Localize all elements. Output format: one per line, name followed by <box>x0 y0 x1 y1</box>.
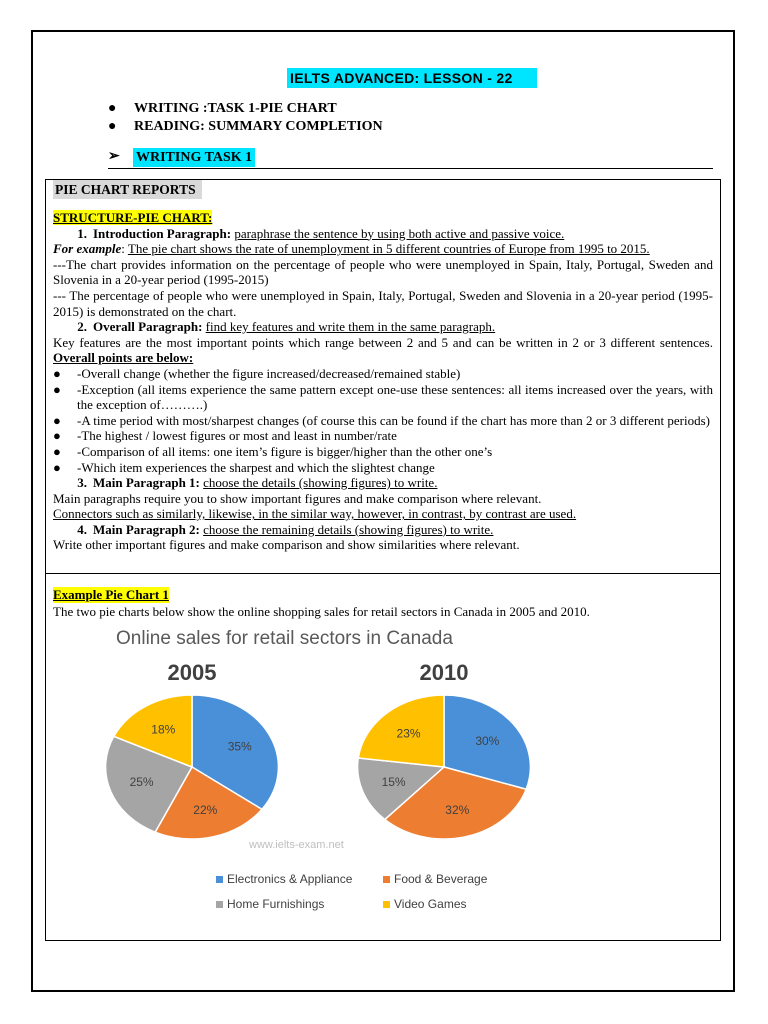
bullet-dot: ● <box>108 119 117 134</box>
legend-label: Electronics & Appliance <box>227 872 353 886</box>
overall-heading: 2. Overall Paragraph: find key features and write them in the same paragraph. <box>77 319 496 335</box>
pie-slice-label: 35% <box>227 739 252 754</box>
intro-heading: 1. Introduction Paragraph: paraphrase the sentence by using both active and passive voice. <box>77 225 565 241</box>
legend-swatch <box>383 901 390 908</box>
writing-task-label: WRITING TASK 1 <box>133 148 255 167</box>
main1-line-2: Connectors such as similarly, likewise, in the similar way, however, in contrast, by contrast are used. <box>53 506 577 522</box>
bullet-dot: ● <box>108 101 117 116</box>
lesson-title: IELTS ADVANCED: LESSON - 22 <box>287 68 537 88</box>
pie-slice-label: 25% <box>129 775 154 790</box>
legend-swatch <box>216 901 223 908</box>
box-heading: PIE CHART REPORTS <box>53 180 202 199</box>
pie-chart-reports-box <box>45 179 721 941</box>
example-description: The two pie charts below show the online shopping sales for retail sectors in Canada in 2005 and 2010. <box>53 604 590 619</box>
structure-heading: STRUCTURE-PIE CHART: <box>53 210 213 225</box>
intro-example: For example: The pie chart shows the rate of unemployment in 5 different countries of Europe from 1995 to 2015. <box>53 241 650 257</box>
chart-title: Online sales for retail sectors in Canada <box>116 628 453 649</box>
structure-content <box>53 210 713 553</box>
pie-chart-figure <box>86 620 686 920</box>
bullet-text: TASK 1-PIE CHART <box>207 101 337 116</box>
pie-year-label: 2010 <box>419 660 469 685</box>
legend-label: Home Furnishings <box>227 897 325 911</box>
bullet-label: WRITING : <box>134 101 208 116</box>
overall-desc: Key features are the most important points which range between 2 and 5 and can be written in 2 or 3 different sentences. Overall points are below: <box>53 334 713 366</box>
legend-swatch <box>383 876 390 883</box>
intro-line-2: --- The percentage of people who were unemployed in Spain, Italy, Portugal, Sweden and Slovenia in a 20-year period (1995-2015) is demonstrated on the chart. <box>53 287 713 319</box>
chart-watermark: www.ielts-exam.net <box>249 839 344 851</box>
pie-chart-svg <box>86 620 686 920</box>
main2-heading: 4. Main Paragraph 2: choose the remaining details (showing figures) to write. <box>77 521 494 537</box>
legend-label: Video Games <box>394 897 467 911</box>
pie-year-label: 2005 <box>167 660 217 685</box>
main1-heading: 3. Main Paragraph 1: choose the details (showing figures) to write. <box>77 475 438 491</box>
overall-point: ● -Comparison of all items: one item’s figure is bigger/higher than the other one’s <box>53 443 493 459</box>
main2-line-1: Write other important figures and make comparison and show similarities where relevant. <box>53 537 520 553</box>
intro-line-1: ---The chart provides information on the percentage of people who were unemployed in Spain, Italy, Portugal, Sweden and Slovenia in a 20-year period (1995-2015) <box>53 256 713 288</box>
pie-slice-label: 22% <box>193 803 218 818</box>
overall-point: ● -A time period with most/sharpest changes (of course this can be found if the chart has more than 2 or 3 different periods) <box>53 412 710 428</box>
bullet-text: SUMMARY COMPLETION <box>204 119 383 134</box>
overall-point: ● -Overall change (whether the figure increased/decreased/remained stable) <box>53 365 461 381</box>
legend-swatch <box>216 876 223 883</box>
bullet-label: READING: <box>134 119 205 134</box>
arrow-bullet-icon: ➢ <box>108 149 120 164</box>
pie-slice-label: 15% <box>381 775 406 790</box>
pie-slice-label: 23% <box>396 726 421 741</box>
legend-label: Food & Beverage <box>394 872 488 886</box>
example-heading: Example Pie Chart 1 <box>53 587 169 602</box>
main1-line-1: Main paragraphs require you to show important figures and make comparison where relevant. <box>53 490 542 506</box>
pie-slice-label: 30% <box>475 733 500 748</box>
overall-point: ● -Which item experiences the sharpest and which the slightest change <box>53 459 435 475</box>
writing-task-heading <box>108 148 713 169</box>
pie-slice-label: 32% <box>445 803 470 818</box>
overall-point: ● -Exception (all items experience the same pattern except one-use these sentences: all items increased over the years, with the exception of……….) <box>53 381 713 413</box>
pie-slice-label: 18% <box>151 722 176 737</box>
overall-point: ● -The highest / lowest figures or most and least in number/rate <box>53 428 397 444</box>
section-divider <box>46 573 720 574</box>
